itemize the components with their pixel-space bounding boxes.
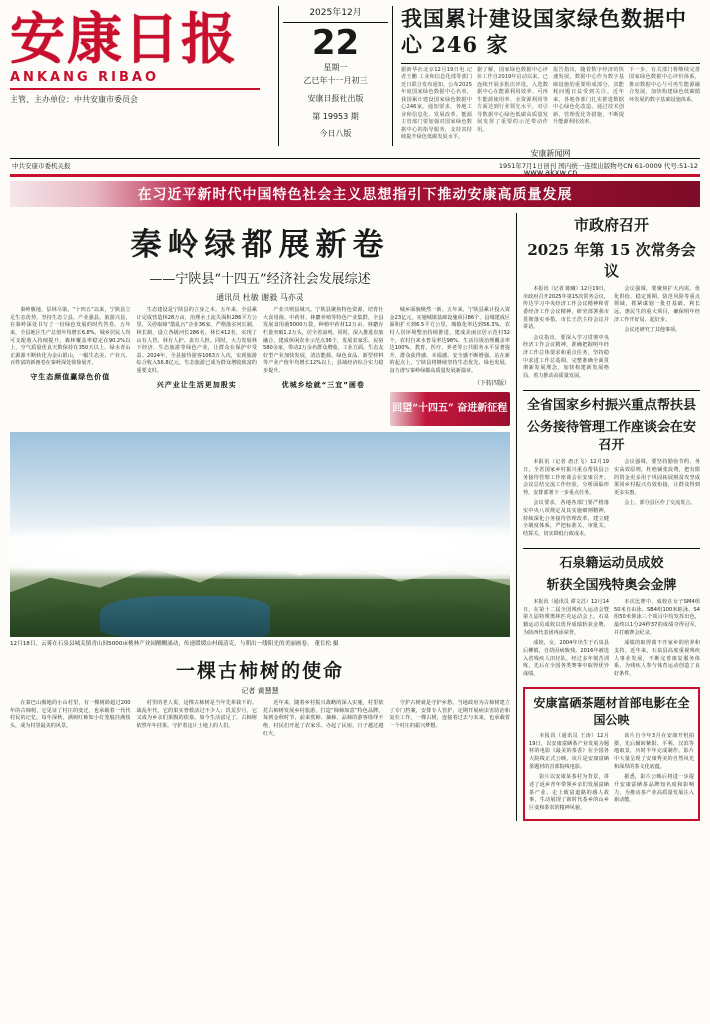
block2-title-line1: 全省国家乡村振兴重点帮扶县 — [526, 397, 696, 413]
right-divider-1 — [523, 390, 700, 391]
right-block-2 — [523, 397, 700, 542]
right-block-4-boxed — [523, 687, 700, 821]
top-col-3: 报告指出，随着数字经济的快速发展，数据中心作为数字基础设施的重要组成部分，其能耗问题日益受到关注。近年来，各地各部门扎实推进数据中心绿色化改造，通过技术创新、管理优化等措施，不断提升能源利用效率。 — [553, 66, 624, 126]
block1-col-1: 本报讯（记者 陈曦）12月19日，市政府召开2025年第15次常务会议，传达学习中央经济工作会议精神和省委经济工作会议精神，研究部署我市贯彻落实举措。市长王浩主持会议并讲话。 会议指出，要深入学习贯彻中央经济工作会议精神，准确把握明年经济工作总体要求和重点任务，坚持稳中求进工作总基调，完整准确全面贯彻新发展理念，加快构建新发展格局，着力推动高质量发展。 — [523, 286, 609, 380]
page-body — [10, 213, 700, 821]
founded-line: 1951年7月1日创刊 国内统一连续出版物号CN 61-0009 代号:51-12 — [498, 162, 698, 170]
top-headline: 我国累计建设国家绿色数据中心 246 家 — [401, 6, 700, 64]
block4-body — [529, 733, 694, 815]
block2-col-2: 会议强调，要坚持勤俭节约、务实高效原则，杜绝铺张浪费，把有限的资金更多用于巩固拓展脱贫攻坚成果同乡村振兴有效衔接，让群众得到更多实惠。 会上，部分县区作了交流发言。 — [614, 459, 700, 507]
photo-block — [10, 432, 510, 648]
top-col-2: 据了解，国家绿色数据中心评价工作自2019年启动以来，已连续开展多批次评选。入选数据中心在能源利用效率、可再生能源使用率、水资源利用等方面达到行业领先水平，对引导数据中心绿色低碳高质量发展发挥了重要的示范带动作用。 — [477, 66, 548, 133]
block2-body — [523, 459, 700, 541]
issue-day: 22 — [311, 23, 360, 64]
issue-date: 2025年12月 — [283, 6, 388, 23]
lead-col-4 — [390, 307, 511, 426]
lead-col-2 — [137, 307, 258, 426]
masthead-dateblock — [278, 6, 393, 146]
theme-banner — [10, 181, 700, 207]
right-block-3 — [523, 555, 700, 682]
agency-name: 安康新闻网 — [530, 148, 571, 158]
article2-body — [10, 700, 510, 741]
article2-col-1: 在秦巴山腹地的小山村里，有一棵树龄超过200年的古柿树，它见证了村庄的变迁，也承载着一代代村民的记忆。每年深秋，满树红柿如小灯笼般挂满枝头，成为村里最美的风景。 — [10, 700, 131, 730]
photo-credit: 董长松 摄 — [314, 640, 339, 647]
block1-title-line1: 市政府召开 — [573, 216, 649, 234]
right-divider-2 — [523, 548, 700, 549]
block2-col-1: 本报讯（记者 唐正飞）12月19日，全省国家乡村振兴重点帮扶县公务接待管理工作座谈会在安康召开。会议总结交流工作经验，分析面临形势，安排部署下一步重点任务。 会议要求，各地各部门要严格落实中央八项规定及其实施细则精神，持续深化公务接待管理改革，建立健全制度体系，严把标准关、审批关、结算关，切实降低行政成本。 — [523, 459, 609, 538]
article2-title: 一棵古柿树的使命 — [175, 660, 344, 683]
issue-weekday: 星期一 — [323, 63, 348, 73]
block4-col-2: 该片自今年3月在安康开机拍摄，先后辗转紫阳、平利、汉滨等地取景，历时半年完成制作。影片中大量呈现了安康秀美的自然风光和深厚的茶文化底蕴。 据悉，影片公映后将进一步提升安康富硒茶品牌知名度和影响力，为推动茶产业高质量发展注入新动能。 — [614, 733, 694, 804]
paper-sponsor: 主管、主办单位：中共安康市委员会 — [10, 94, 138, 104]
right-column-zone — [516, 213, 700, 821]
block3-col-1: 本报讯（通讯员 谭文昌）12月14日，在第十二届全国残疾人运动会暨第九届特殊奥林匹克运动会上，石泉籍运动员成姣以优异成绩斩获金牌，为陕西代表团再添荣誉。 成姣，女，2004年出生于石泉县后柳镇，自幼因病致残。2016年被选入省残疾人田径队，经过多年刻苦训练，先后在全国各类赛事中取得优异成绩。 — [523, 599, 609, 677]
continue-note: （下转四版） — [473, 379, 510, 387]
issue-number: 第 19953 期 — [312, 111, 359, 121]
publisher: 安康日报社出版 — [307, 93, 364, 103]
photo-caption-text: 12月18日，云雾在石泉县城关镇青山间5000亩桃林产业园醒醐涌动，传递缓缓山村疏清克，与朝出一缕阳光的美丽画卷。 — [10, 640, 313, 647]
lead-para-1: 秦岭腹地，层林尽染。“十四五”以来，宁陕县立足生态优势，坚持生态立县、产业强县、旅游兴县，在秦岭深处书写了一份绿色发展的时代答卷。五年来，全县地区生产总值年均增长6.8%，城乡居民人均可支配收入持续提升，森林覆盖率稳定在90.2%以上，空气质量优良天数保持在350天以上。绿水青山正源源不断转化为金山银山，一幅生态美、产业兴、百姓富的新画卷在秦岭深处徐徐展开。 — [10, 307, 131, 367]
lead-col-3 — [263, 307, 384, 426]
block1-body — [523, 286, 700, 384]
lead-section-3: 优城乡绘就“三宜”画卷 — [281, 380, 365, 389]
lead-col-1 — [10, 307, 131, 426]
article2-col-3: 近年来，随着乡村振兴战略的深入实施，村里依托古柿树发展乡村旅游，打造“柿柿如意”特色品牌。每到金秋时节，前来赏柿、摘柿、品柿的游客络绎不绝，村民们开起了农家乐、办起了民宿，日子越过越红火。 — [263, 700, 384, 737]
sponsor-line: 中共安康市委机关报 — [12, 162, 71, 170]
photo-water — [100, 596, 270, 637]
page-count: 今日八版 — [319, 129, 352, 139]
lead-section-2: 兴产业让生活更加殷实 — [156, 380, 237, 389]
top-col-1: 据新华社北京12月19日电 记者王鹏 工业和信息化部等部门近日联合发布通知，公布2025年度国家绿色数据中心名单，我国累计建设国家绿色数据中心246家。通知要求，各地工业和信息化、发展改革、能源主管部门要加强对国家绿色数据中心的指导服务，支持其持续提升绿色低碳发展水平。 — [401, 66, 472, 141]
paper-title: 安康日报 — [10, 6, 239, 71]
theme-banner-text: 在习近平新时代中国特色社会主义思想指引下推动安康高质量发展 — [137, 187, 573, 203]
masthead-lead-news — [393, 6, 700, 179]
top-headline-body — [401, 67, 700, 142]
lead-article-subtitle: ——宁陕县“十四五”经济社会发展综述 — [149, 272, 371, 287]
top-col-4: 下一步，有关部门将继续完善国家绿色数据中心评价体系，推动数据中心与可再生能源融合发展，加快构建绿色低碳循环发展的数字基础设施体系。 — [629, 66, 700, 103]
block4-col-1: 本报讯（通讯员 王涛）12月19日，以安康富硒茶产业发展为题材的电影《最美的茶香》在全国各大院线正式公映。该片是安康富硒茶题材的首部院线电影。 影片以安康某茶村为背景，讲述了返乡青年带领乡亲们发展富硒茶产业、走上致富道路的感人故事，生动展现了新时代茶乡的山乡巨变和茶农的精神风貌。 — [529, 733, 609, 811]
block4-title: 安康富硒茶题材首部电影在全国公映 — [533, 696, 690, 728]
lead-article-body — [10, 307, 510, 426]
lead-article-title: 秦岭绿都展新卷 — [130, 227, 390, 263]
lead-article-credit: 通讯员 杜敏 谢毅 马亦灵 — [216, 293, 304, 302]
right-block-1 — [523, 215, 700, 384]
issue-lunar: 乙巳年十一月初三 — [303, 76, 368, 86]
article2-col-2: 村里的老人说，这棵古柿树是当年先辈栽下的。战乱年代，它的果实曾救活过不少人；饥荒岁月，它又成为乡亲们果腹的依靠。如今生活富足了，古柿树依然年年挂果，守护着这片土地上的人们。 — [136, 700, 257, 730]
landscape-photo — [10, 432, 510, 637]
campaign-badge — [390, 392, 511, 426]
article2-col-4: 守护古树就是守护乡愁。当地政府为古柿树建立了专门档案，安排专人管护，定期开展病虫害防治和复壮工作。一棵古树，连接着过去与未来，也承载着一个村庄的振兴梦想。 — [389, 700, 510, 730]
lead-section-1: 守生态颜值赢绿色价值 — [30, 373, 111, 382]
lead-para-4: 城乡面貌焕然一新。五年来，宁陕县累计投入资金23亿元，实施城镇基础设施项目86个，县城建成区面积扩大到6.5平方公里，城镇化率达到56.3%。农村人居环境整治持续推进，建成美丽宜居示范村32个，农村自来水普及率达98%，生活垃圾治理覆盖率达100%。教育、医疗、养老等公共服务水平显著提升，群众获得感、幸福感、安全感不断增强。站在新的起点上，宁陕县将继续坚持生态优先、绿色发展，奋力谱写秦岭绿都高质量发展新篇章。 — [389, 307, 510, 375]
lead-para-3: 产业兴则县域兴。宁陕县聚焦特色资源，培育壮大食用菌、中药材、林麝养殖等特色产业集群。全县发展食用菌5000万袋，种植中药材12万亩，林麝存栏量突破1.2万头，居全省前列。同时，深入推进农旅融合，建成休闲农业示范点36个，发展农家乐、民宿580余家，带动2万余名群众增收。工业方面，生态友好型产业加快发展，清洁能源、绿色食品、新型材料等产业产值年均增长12%以上，县域经济综合实力稳步提升。 — [263, 307, 384, 375]
campaign-badge-text: 回望“十四五” 奋进新征程 — [392, 402, 508, 414]
photo-clouds — [10, 526, 510, 579]
block3-body — [523, 599, 700, 681]
block3-title-line2: 斩获全国残特奥会金牌 — [546, 577, 677, 593]
block1-title-line2: 2025 年第 15 次常务会议 — [527, 241, 696, 280]
website-url[interactable]: www.akxw.cn — [523, 167, 578, 177]
masthead-brand — [10, 6, 278, 106]
paper-pinyin: ANKANG RIBAO — [10, 70, 260, 90]
left-column-zone — [10, 213, 510, 821]
lead-para-2: 生态建设是宁陕县的立身之本。五年来，全县累计完成营造林28万亩，治理水土流失面积286平方公里，关停取缔“散乱污”企业36家。严格落实河长制、林长制，设立各级河长286名、林长412名，实现了山有人管、林有人护、责有人担。同时，大力发展林下经济、生态旅游等绿色产业，让群众在保护中受益。2024年，全县接待游客1063万人次，实现旅游综合收入56.8亿元，生态旅游已成为群众增收致富的重要支柱。 — [136, 307, 257, 375]
article2-credit: 记者 黄慧慧 — [241, 687, 279, 696]
photo-caption — [10, 640, 510, 648]
block3-col-2: 本次比赛中，成姣在女子SM4组50米自由泳、SB4组100米蛙泳、S4组50米仰泳三个项目中均发挥出色，最终以1分24秒37的成绩夺得冠军，并打破赛会纪录。 成绩的取得离不开家乡的培养和支持。近年来，石泉县高度重视残疾人事业发展，不断完善康复服务体系，为残疾人参与体育运动创造了良好条件。 — [614, 599, 700, 677]
block3-title-line1: 石泉籍运动员成姣 — [559, 555, 664, 571]
block1-col-2: 会议强调，要聚焦扩大内需、优化供给、稳定预期、防范风险等重点领域，抓紧谋划一批打基础、利长远、惠民生的重大项目，确保明年经济工作开好局、起好步。 会议还研究了其他事项。 — [614, 286, 700, 334]
block2-title-line2: 公务接待管理工作座谈会在安召开 — [526, 419, 696, 454]
